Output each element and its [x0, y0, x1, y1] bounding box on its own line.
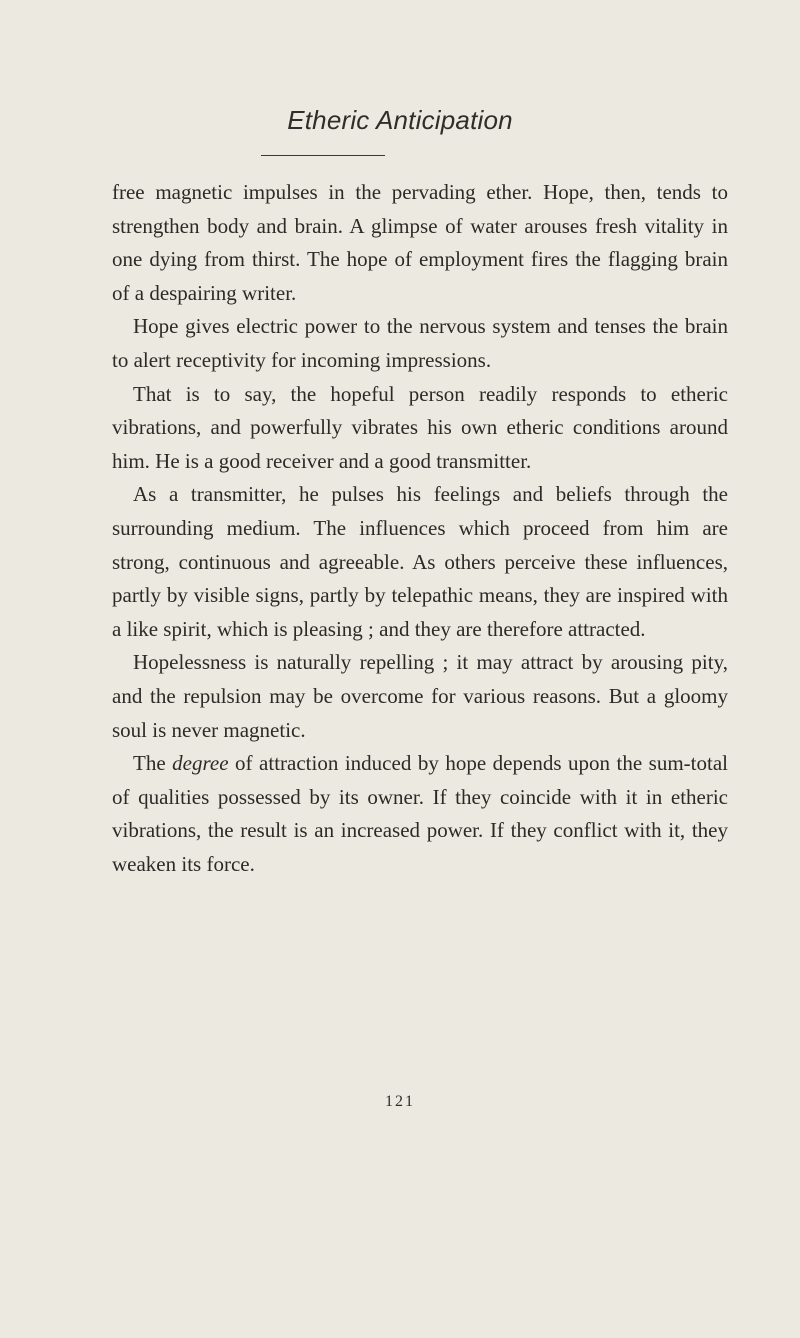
paragraph: [112, 478, 728, 646]
text-run: The: [133, 751, 173, 776]
running-head: Etheric Anticipation: [287, 105, 513, 135]
text-run: That is to say, the hopeful person readily responds to etheric vibrations, and powerfully vibrates his own etheric conditions around him. He is a good receiver and a good transmitter.: [112, 381, 728, 473]
body-text: [112, 176, 728, 881]
paragraph: [112, 176, 728, 310]
text-run: of attraction induced by hope depends upon the sum-total of qualities possessed by its owner. If they coincide with it in etheric vibrations, the result is an increased power. If they conflict with it, they weaken its force.: [112, 751, 728, 876]
paragraph: [112, 310, 728, 377]
text-run: free magnetic impulses in the pervading ether. Hope, then, tends to strengthen body and brain. A glimpse of water arouses fresh vitality in one dying from thirst. The hope of employment fires the flagging brain of a despairing writer.: [112, 180, 728, 305]
paragraph: [112, 378, 728, 479]
text-run: Hope gives electric power to the nervous system and tenses the brain to alert receptivity for incoming impressions.: [112, 314, 728, 372]
head-rule: [261, 155, 385, 156]
paragraph: [112, 747, 728, 881]
emphasis-text: degree: [172, 751, 229, 776]
text-run: Hopelessness is naturally repelling ; it may attract by arousing pity, and the repulsion may be overcome for various reasons. But a gloomy soul is never magnetic.: [112, 650, 728, 742]
text-run: As a transmitter, he pulses his feelings and beliefs through the surrounding medium. The influences which proceed from him are strong, continuous and agreeable. As others perceive these influences, partly by visible signs, partly by telepathic means, they are inspired with a like spirit, which is pleasing ; and they are therefore attracted.: [112, 482, 728, 641]
page-number: 121: [385, 1093, 415, 1110]
paragraph: [112, 646, 728, 747]
